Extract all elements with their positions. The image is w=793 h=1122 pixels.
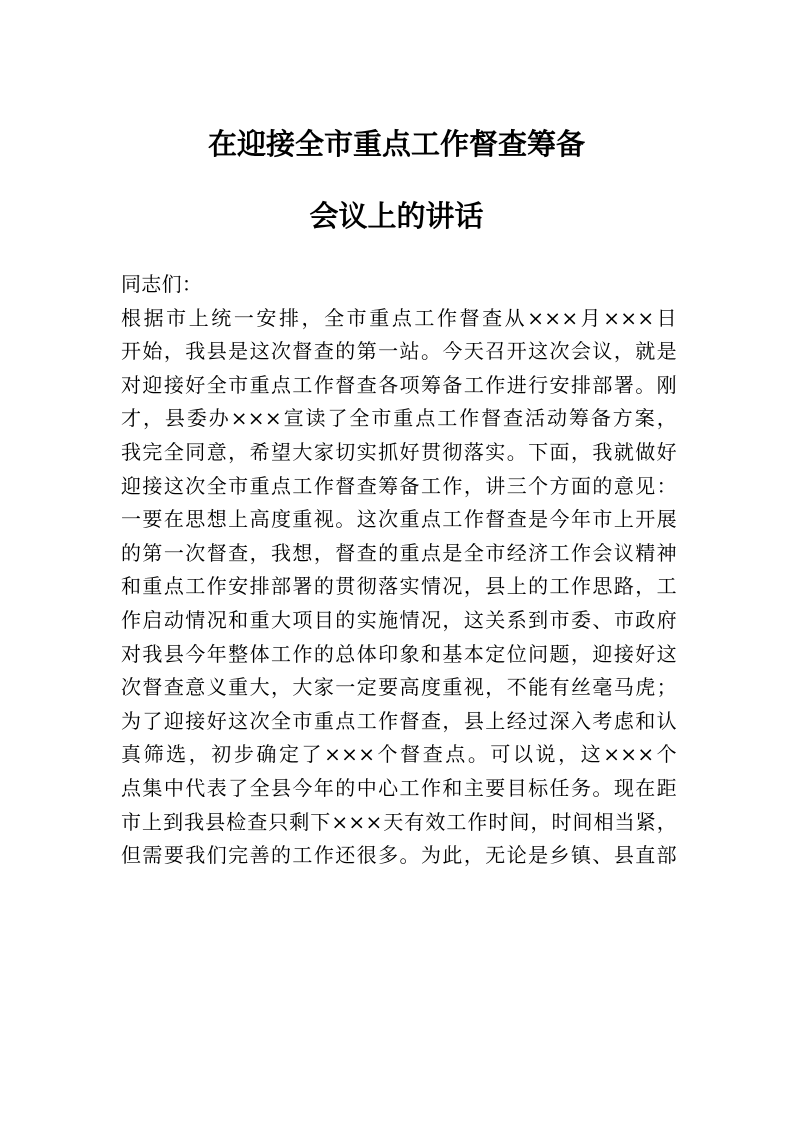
salutation: 同志们： — [121, 272, 203, 296]
body-line: 才，县委办×××宣读了全市重点工作督查活动筹备方案， — [121, 406, 677, 431]
body-line: 的第一次督查，我想，督查的重点是全市经济工作会议精神 — [121, 540, 677, 565]
body-line: 我完全同意，希望大家切实抓好贯彻落实。下面，我就做好 — [121, 439, 677, 464]
body-line: 但需要我们完善的工作还很多。为此，无论是乡镇、县直部 — [121, 843, 677, 868]
body-line: 对迎接好全市重点工作督查各项筹备工作进行安排部署。刚 — [121, 372, 677, 397]
body-line: 迎接这次全市重点工作督查筹备工作，讲三个方面的意见： — [121, 473, 677, 498]
body-line: 根据市上统一安排，全市重点工作督查从×××月×××日 — [121, 305, 677, 330]
body-line: 对我县今年整体工作的总体印象和基本定位问题，迎接好这 — [121, 641, 677, 666]
body-line: 和重点工作安排部署的贯彻落实情况，县上的工作思路，工 — [121, 574, 677, 599]
body-line: 市上到我县检查只剩下×××天有效工作时间，时间相当紧， — [121, 809, 677, 834]
body-line: 次督查意义重大，大家一定要高度重视，不能有丝毫马虎； — [121, 675, 677, 700]
document-title-line-2: 会议上的讲话 — [309, 199, 484, 233]
body-line: 作启动情况和重大项目的实施情况，这关系到市委、市政府 — [121, 607, 677, 632]
speech-body — [121, 268, 677, 873]
body-line: 开始，我县是这次督查的第一站。今天召开这次会议，就是 — [121, 339, 677, 364]
document-title-line-1: 在迎接全市重点工作督查筹备 — [207, 127, 585, 161]
body-line: 为了迎接好这次全市重点工作督查，县上经过深入考虑和认 — [121, 708, 677, 733]
body-line: 点集中代表了全县今年的中心工作和主要目标任务。现在距 — [121, 775, 677, 800]
body-line: 一要在思想上高度重视。这次重点工作督查是今年市上开展 — [121, 507, 677, 532]
body-line: 真筛选，初步确定了×××个督查点。可以说，这×××个 — [121, 742, 677, 767]
